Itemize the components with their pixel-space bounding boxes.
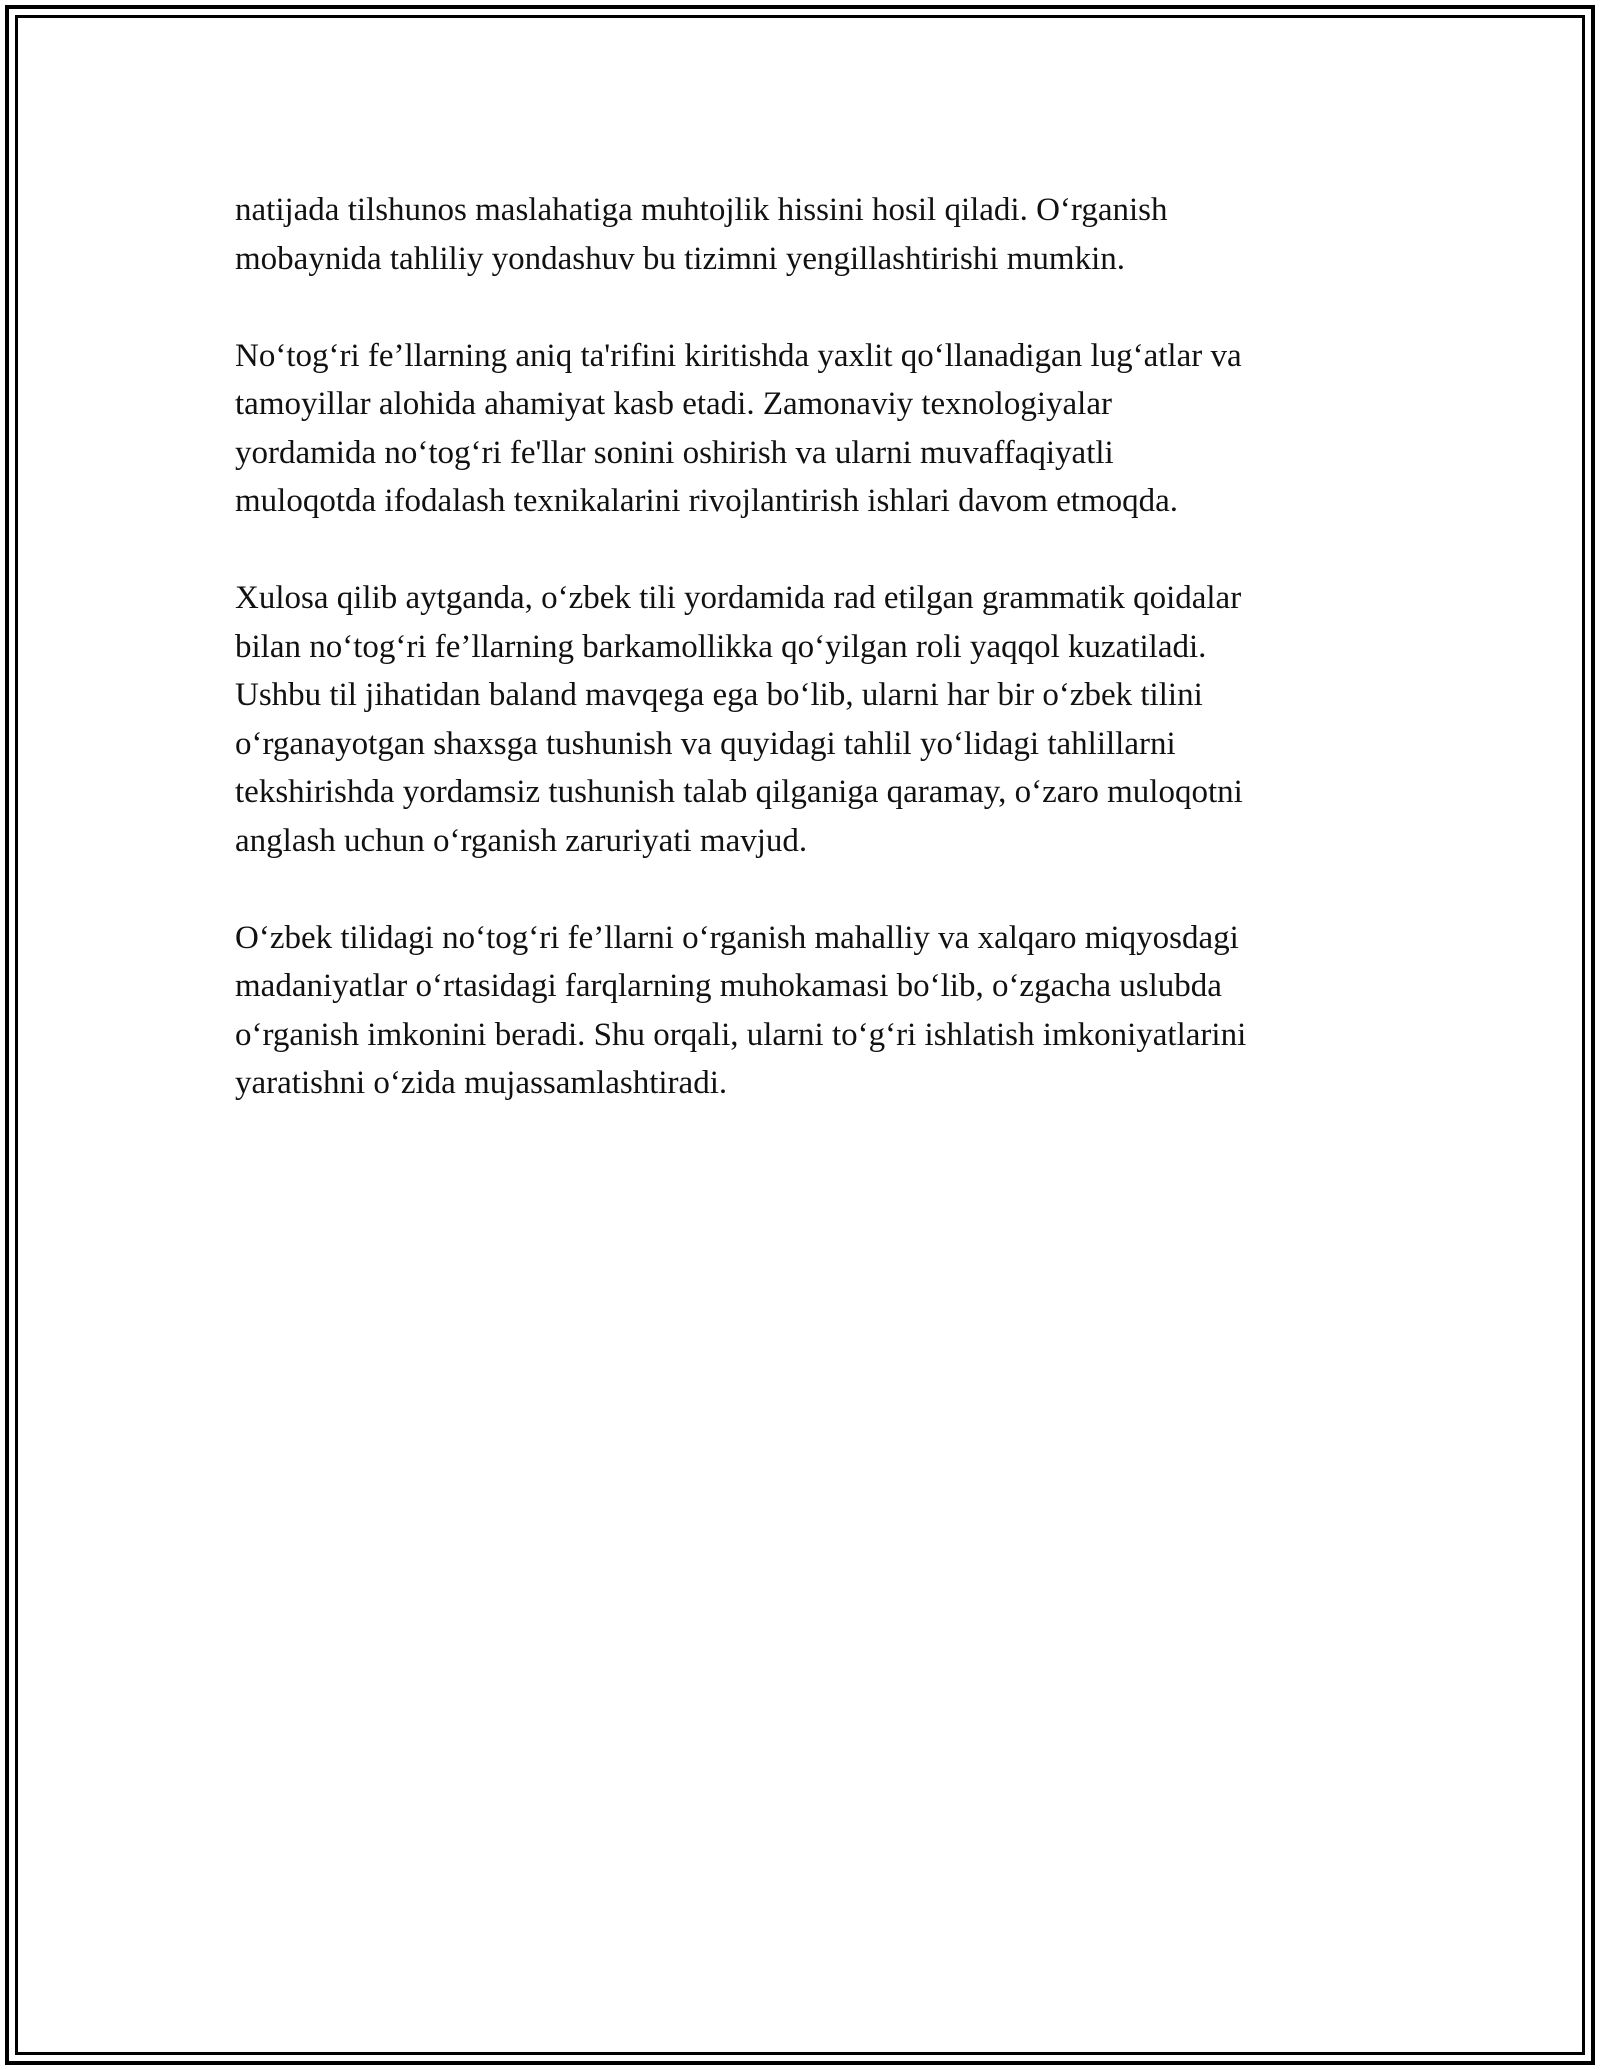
text-line: O‘zbek tilidagi no‘tog‘ri fe’llarni o‘rganish mahalliy va xalqaro miqyosdagi: [235, 919, 1239, 956]
text-line: Xulosa qilib aytganda, o‘zbek tili yordamida rad etilgan grammatik qoidalar: [235, 580, 1242, 616]
document-body: [235, 186, 1375, 1156]
text-line: yordamida no‘tog‘ri fe'llar sonini oshirish va ularni muvaffaqiyatli: [235, 434, 1114, 471]
text-line: tekshirishda yordamsiz tushunish talab qilganiga qaramay, o‘zaro muloqotni: [235, 774, 1243, 810]
text-line: natijada tilshunos maslahatiga muhtojlik hissini hosil qiladi. O‘rganish: [235, 192, 1168, 228]
paragraph-1: [235, 186, 1375, 283]
paragraph-4: [235, 914, 1375, 1108]
text-line: o‘rganayotgan shaxsga tushunish va quyidagi tahlil yo‘lidagi tahlillarni: [235, 725, 1176, 762]
text-line: o‘rganish imkonini beradi. Shu orqali, ularni to‘g‘ri ishlatish imkoniyatlarini: [235, 1016, 1247, 1053]
text-line: No‘tog‘ri fe’llarning aniq ta'rifini kiritishda yaxlit qo‘llanadigan lug‘atlar va: [235, 337, 1242, 374]
text-line: muloqotda ifodalash texnikalarini rivojlantirish ishlari davom etmoqda.: [235, 483, 1179, 519]
text-line: yaratishni o‘zida mujassamlashtiradi.: [235, 1065, 728, 1101]
paragraph-3: [235, 574, 1375, 865]
text-line: anglash uchun o‘rganish zaruriyati mavjud.: [235, 822, 808, 859]
text-line: Ushbu til jihatidan baland mavqega ega bo‘lib, ularni har bir o‘zbek tilini: [235, 677, 1203, 713]
text-line: tamoyillar alohida ahamiyat kasb etadi. Zamonaviy texnologiyalar: [235, 386, 1112, 422]
text-line: madaniyatlar o‘rtasidagi farqlarning muhokamasi bo‘lib, o‘zgacha uslubda: [235, 968, 1222, 1004]
text-line: bilan no‘tog‘ri fe’llarning barkamollikka qo‘yilgan roli yaqqol kuzatiladi.: [235, 628, 1207, 665]
paragraph-2: [235, 332, 1375, 526]
text-line: mobaynida tahliliy yondashuv bu tizimni yengillashtirishi mumkin.: [235, 240, 1126, 277]
